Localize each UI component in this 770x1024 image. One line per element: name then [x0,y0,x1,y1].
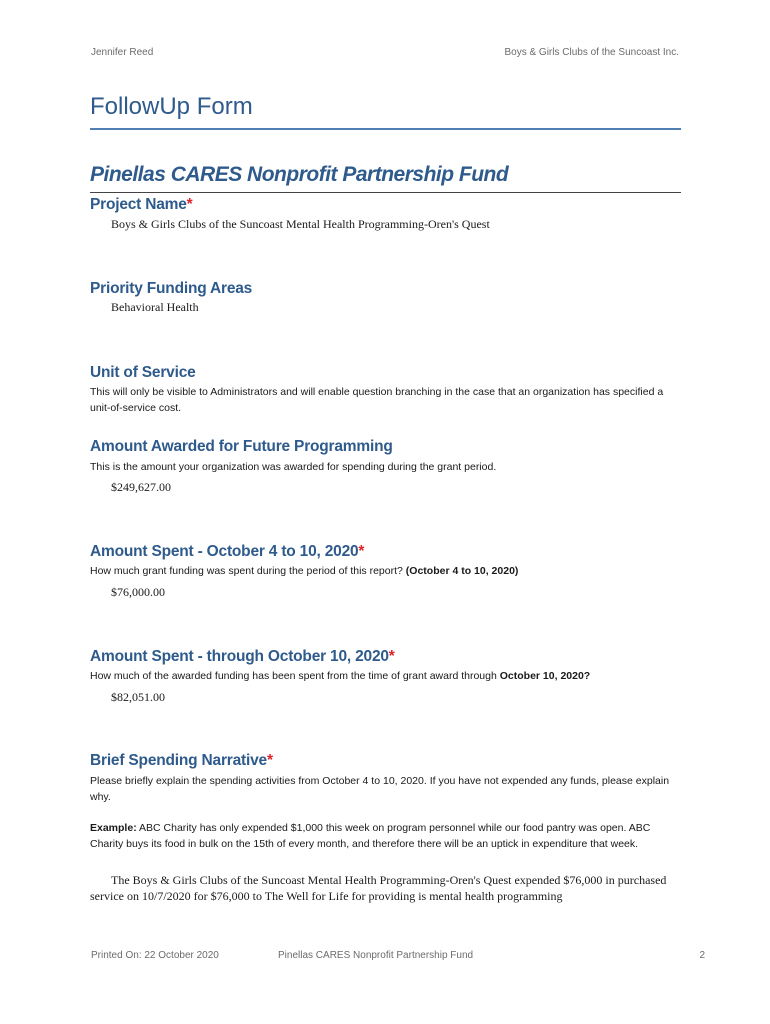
spending-narrative-answer: The Boys & Girls Clubs of the Suncoast Mental Health Programming-Oren's Quest expended $76,000 in purchased service on 10/7/2020 for $76,000 to The Well for Life for providing is mental health programming [90,873,667,903]
amount-spent-total-description: How much of the awarded funding has been spent from the time of grant award through October 10, 2020? [90,670,591,682]
spending-narrative-description: Please briefly explain the spending activities from October 4 to 10, 2020. If you have not expended any funds, please explain why. [90,775,670,803]
spending-narrative-label: Brief Spending Narrative* [90,752,273,769]
required-mark: * [358,543,365,560]
amount-spent-total-label: Amount Spent - through October 10, 2020* [90,648,395,665]
fund-divider [90,192,681,193]
fund-title: Pinellas CARES Nonprofit Partnership Fund [90,163,509,186]
amount-spent-week-label: Amount Spent - October 4 to 10, 2020* [90,543,365,560]
footer-printed-on: Printed On: 22 October 2020 [91,950,219,961]
amount-awarded-label: Amount Awarded for Future Programming [90,438,393,455]
form-title: FollowUp Form [90,93,253,120]
amount-spent-week-answer: $76,000.00 [111,585,165,599]
unit-of-service-description: This will only be visible to Administrators and will enable question branching in the case that an organization has specified a unit-of-service cost. [90,386,664,414]
required-mark: * [388,648,395,665]
required-mark: * [266,752,273,769]
header-organization: Boys & Girls Clubs of the Suncoast Inc. [504,47,679,58]
header-user-name: Jennifer Reed [91,47,154,58]
amount-awarded-description: This is the amount your organization was awarded for spending during the grant period. [90,461,497,473]
priority-funding-label: Priority Funding Areas [90,280,253,297]
amount-awarded-answer: $249,627.00 [111,480,171,494]
project-name-answer: Boys & Girls Clubs of the Suncoast Mental Health Programming-Oren's Quest [111,217,490,231]
title-divider [90,128,681,130]
footer-fund-name: Pinellas CARES Nonprofit Partnership Fund [278,950,474,961]
page-number: 2 [699,950,705,961]
priority-funding-answer: Behavioral Health [111,300,199,314]
unit-of-service-label: Unit of Service [90,364,196,381]
amount-spent-week-description: How much grant funding was spent during the period of this report? (October 4 to 10, 2020) [90,565,519,577]
required-mark: * [186,196,193,213]
spending-narrative-example: Example: ABC Charity has only expended $1,000 this week on program personnel while our food pantry was open. ABC Charity buys its food in bulk on the 15th of every month, and therefore there will be an uptick in expenditure that week. [90,822,651,850]
amount-spent-total-answer: $82,051.00 [111,690,165,704]
project-name-label: Project Name* [90,196,193,213]
